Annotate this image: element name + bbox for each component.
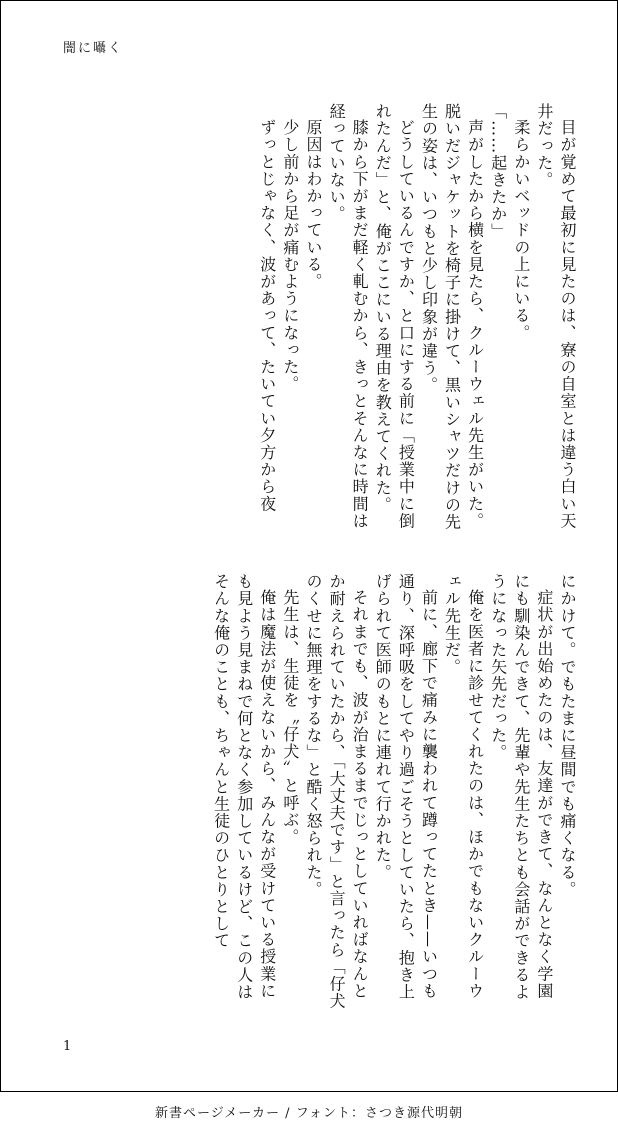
paragraph: 前に、廊下で痛みに襲われて蹲ってたとき——いつも通り、深呼吸をしてやり過ごそうとしていたら、抱き上げられて医師のもとに連れて行かれた。 bbox=[373, 573, 439, 1001]
page-number: 1 bbox=[63, 1039, 72, 1054]
paragraph: 柔らかいベッドの上にいる。 bbox=[511, 119, 531, 342]
paragraph: どうしているんですか、と口にする前に「授業中に倒れたんだ」と、俺がここにいる理由を教えてくれた。 bbox=[373, 103, 416, 530]
upper-text-block bbox=[59, 103, 579, 543]
paragraph: それまでも、波が治まるまでじっとしていればなんとか耐えられていたから、「大丈夫です」と言ったら「仔犬のくせに無理をするな」と酷く怒られた。 bbox=[303, 573, 370, 1010]
dialogue-line: 「……起きたか」 bbox=[488, 103, 508, 240]
paragraph: 原因はわかっている。 bbox=[303, 119, 323, 290]
paragraph: 俺を医者に診せてくれたのは、ほかでもないクルーウェル先生だ。 bbox=[442, 573, 485, 1000]
paragraph: 症状が出始めたのは、友達ができて、なんとなく学園にも馴染んできて、先輩や先生たちとも会話ができるようになった矢先だった。 bbox=[488, 573, 554, 1001]
paragraph: 先生は、生徒を〝仔犬〟と呼ぶ。 bbox=[280, 589, 300, 846]
paragraph: ずっとじゃなく、波があって、たいてい夕方から夜 bbox=[257, 119, 277, 513]
paragraph: 膝から下がまだ軽く軋むから、きっとそんなに時間は経っていない。 bbox=[327, 103, 370, 530]
paragraph: 俺は魔法が使えないから、みんなが受けている授業にも見よう見まねで何となく参加しているけど、この人はそんな俺のことも、ちゃんと生徒のひとりとして bbox=[211, 573, 277, 1001]
footer-credit: 新書ページメーカー / フォント：さつき源代明朝 bbox=[154, 1106, 464, 1121]
paragraph-continuation: にかけて。でもたまに昼間でも痛くなる。 bbox=[558, 573, 577, 898]
paragraph: 声がしたから横を見たら、クルーウェル先生がいた。脱いだジャケットを椅子に掛けて、黒いシャツだけの先生の姿は、いつもと少し印象が違う。 bbox=[419, 103, 485, 531]
paragraph: 少し前から足が痛むようになった。 bbox=[280, 119, 300, 393]
lower-text-block bbox=[59, 573, 579, 1013]
running-title: 闇に囁く bbox=[63, 41, 124, 56]
paragraph: 目が覚めて最初に見たのは、寮の自室とは違う白い天井だった。 bbox=[534, 103, 577, 530]
